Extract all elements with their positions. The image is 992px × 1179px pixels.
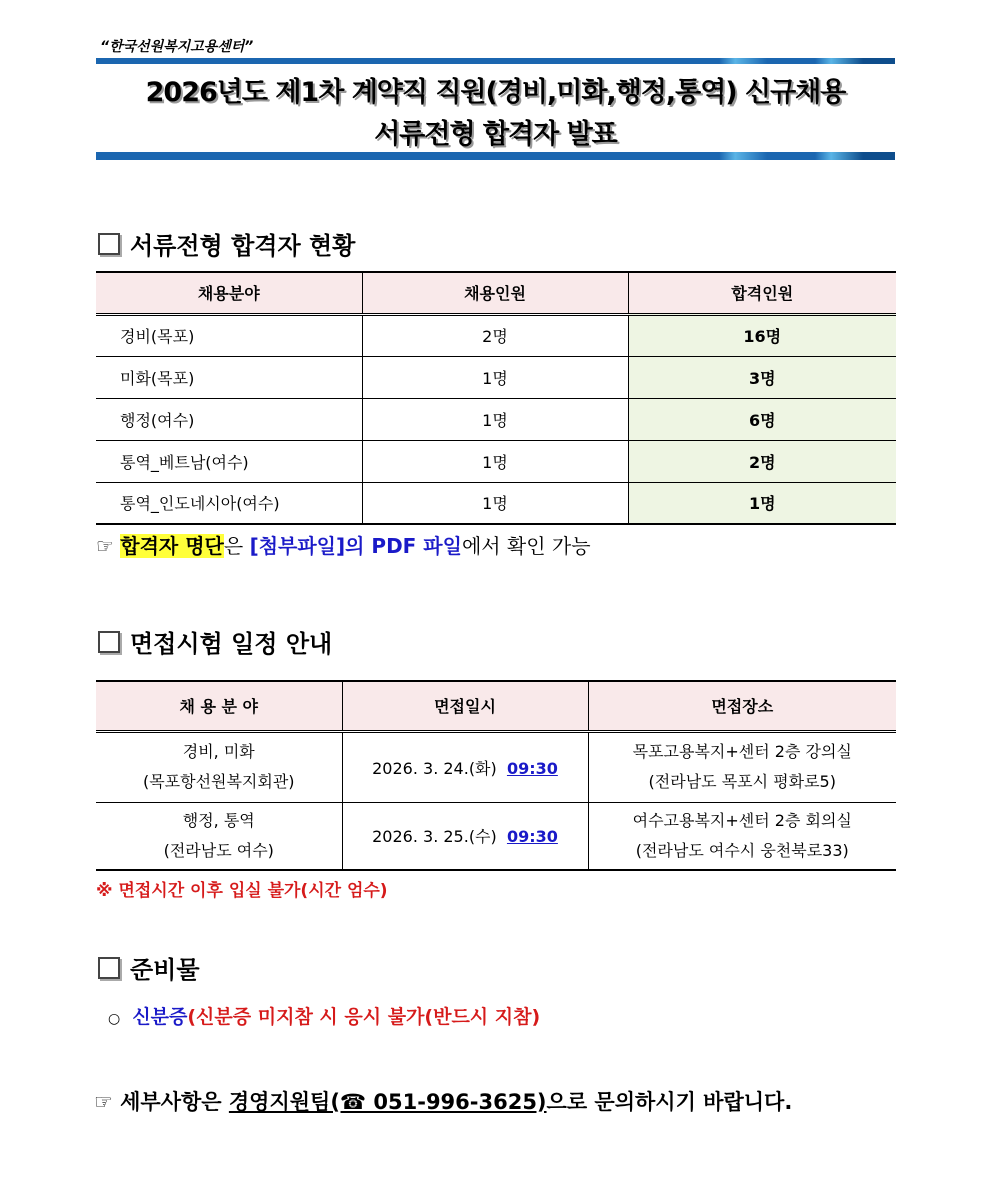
column-header: 채용인원 xyxy=(362,272,628,314)
results-note xyxy=(96,530,591,559)
section-heading-results xyxy=(98,226,355,261)
table-row xyxy=(96,440,896,482)
title-line-1: 2026년도 제1차 계약직 직원(경비,미화,행정,통역) 신규채용 xyxy=(145,77,846,108)
column-header: 합격인원 xyxy=(628,272,896,314)
attachment-link-text: [첨부파일]의 PDF 파일 xyxy=(249,534,462,558)
heading-text: 준비물 xyxy=(130,956,200,984)
cell-field: 행정(여수) xyxy=(96,398,362,440)
cell-address: (전라남도 목포시 평화로5) xyxy=(648,772,836,791)
contact-text: 세부사항은 xyxy=(120,1090,229,1114)
table-row xyxy=(96,802,896,870)
prep-item xyxy=(108,1002,540,1029)
contact-text: 으로 문의하시기 바랍니다. xyxy=(546,1090,793,1114)
section-heading-interview xyxy=(98,624,332,659)
column-header: 면접장소 xyxy=(588,681,896,731)
section-heading-prep xyxy=(98,950,200,985)
pointing-hand-icon: ☞ xyxy=(94,1090,113,1114)
column-header: 채 용 분 야 xyxy=(96,681,342,731)
note-text: 에서 확인 가능 xyxy=(461,534,591,558)
checkbox-icon xyxy=(98,233,120,255)
results-table xyxy=(96,271,896,525)
cell-date: 2026. 3. 25.(수) xyxy=(372,827,497,847)
contact-note xyxy=(94,1086,792,1116)
table-row xyxy=(96,398,896,440)
cell-field-location: (전라남도 여수) xyxy=(163,840,274,860)
organization-name: “한국선원복지고용센터” xyxy=(100,39,254,55)
table-row xyxy=(96,314,896,356)
cell-address: (전라남도 여수시 웅천북로33) xyxy=(635,840,849,860)
cell-date: 2026. 3. 24.(화) xyxy=(372,758,497,778)
heading-text: 서류전형 합격자 현황 xyxy=(130,232,356,260)
table-row xyxy=(96,731,896,802)
cell-field: 경비, 미화 xyxy=(182,742,255,761)
bullet-icon: ○ xyxy=(108,1011,121,1027)
cell-passed: 1명 xyxy=(628,482,896,524)
table-row xyxy=(96,482,896,524)
cell-openings: 1명 xyxy=(362,440,628,482)
checkbox-icon xyxy=(98,957,120,979)
cell-passed: 2명 xyxy=(628,440,896,482)
title-bar-bottom xyxy=(96,152,895,160)
title-bar-top xyxy=(96,58,895,64)
table-row xyxy=(96,356,896,398)
interview-warning: ※ 면접시간 이후 입실 불가(시간 엄수) xyxy=(96,881,388,901)
cell-field: 통역_베트남(여수) xyxy=(96,440,362,482)
cell-place: 여수고용복지+센터 2층 회의실 xyxy=(632,810,852,830)
column-header: 면접일시 xyxy=(342,681,588,731)
cell-passed: 3명 xyxy=(628,356,896,398)
cell-openings: 1명 xyxy=(362,482,628,524)
cell-time: 09:30 xyxy=(506,758,558,778)
note-highlight: 합격자 명단 xyxy=(120,534,224,558)
interview-table xyxy=(96,680,896,871)
column-header: 채용분야 xyxy=(96,272,362,314)
note-text: 은 xyxy=(223,534,250,558)
cell-openings: 1명 xyxy=(362,398,628,440)
title-line-2: 서류전형 합격자 발표 xyxy=(374,119,617,150)
cell-place: 목포고용복지+센터 2층 강의실 xyxy=(632,742,852,761)
checkbox-icon xyxy=(98,631,120,653)
heading-text: 면접시험 일정 안내 xyxy=(130,630,333,658)
cell-field-location: (목포항선원복지회관) xyxy=(142,772,295,791)
cell-field: 통역_인도네시아(여수) xyxy=(96,482,362,524)
contact-phone: 경영지원팀(☎ 051-996-3625) xyxy=(228,1090,547,1114)
cell-time: 09:30 xyxy=(506,827,558,847)
pointing-hand-icon: ☞ xyxy=(96,534,114,558)
cell-passed: 6명 xyxy=(628,398,896,440)
cell-passed: 16명 xyxy=(628,314,896,356)
cell-field: 경비(목포) xyxy=(96,314,362,356)
prep-item-name: 신분증 xyxy=(132,1006,188,1028)
cell-openings: 2명 xyxy=(362,314,628,356)
cell-field: 행정, 통역 xyxy=(182,810,255,830)
cell-openings: 1명 xyxy=(362,356,628,398)
prep-item-note: (신분증 미지참 시 응시 불가(반드시 지참) xyxy=(187,1006,541,1028)
cell-field: 미화(목포) xyxy=(96,356,362,398)
